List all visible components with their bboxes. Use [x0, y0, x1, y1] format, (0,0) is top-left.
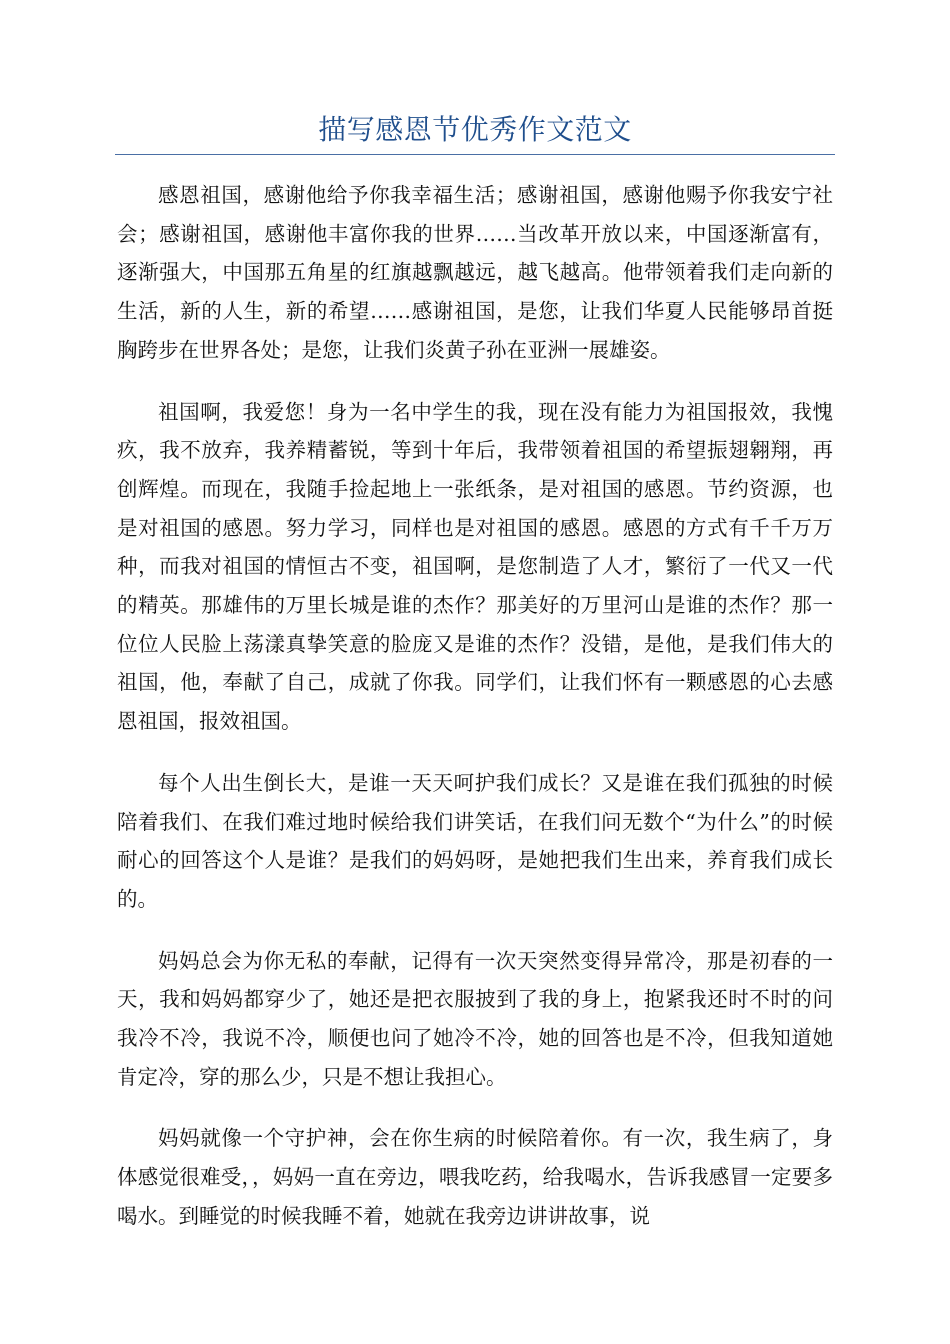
document-title: 描写感恩节优秀作文范文	[318, 113, 632, 146]
paragraph-2: 祖国啊，我爱您！身为一名中学生的我，现在没有能力为祖国报效，我愧疚，我不放弃，我养精蓄锐，等到十年后，我带领着祖国的希望振翅翱翔，再创辉煌。而现在，我随手捡起地上一张纸条，是对祖国的感恩。节约资源，也是对祖国的感恩。努力学习，同样也是对祖国的感恩。感恩的方式有千千万万种，而我对祖国的情恒古不变，祖国啊，是您制造了人才，繁衍了一代又一代的精英。那雄伟的万里长城是谁的杰作？那美好的万里河山是谁的杰作？那一位位人民脸上荡漾真挚笑意的脸庞又是谁的杰作？没错，是他，是我们伟大的祖国，他，奉献了自己，成就了你我。同学们，让我们怀有一颗感恩的心去感恩祖国，报效祖国。	[117, 399, 833, 734]
paragraph-1: 感恩祖国，感谢他给予你我幸福生活；感谢祖国，感谢他赐予你我安宁社会；感谢祖国，感谢他丰富你我的世界……当改革开放以来，中国逐渐富有，逐渐强大，中国那五角星的红旗越飘越远，越飞越高。他带领着我们走向新的生活，新的人生，新的希望……感谢祖国，是您，让我们华夏人民能够昂首挺胸跨步在世界各处；是您，让我们炎黄子孙在亚洲一展雄姿。	[117, 183, 833, 362]
paragraph-4: 妈妈总会为你无私的奉献，记得有一次天突然变得异常冷，那是初春的一天，我和妈妈都穿少了，她还是把衣服披到了我的身上，抱紧我还时不时的问我冷不冷，我说不冷，顺便也问了她冷不冷，她的回答也是不冷，但我知道她肯定冷，穿的那么少，只是不想让我担心。	[117, 948, 833, 1089]
paragraph-5: 妈妈就像一个守护神，会在你生病的时候陪着你。有一次，我生病了，身体感觉很难受，，妈妈一直在旁边，喂我吃药，给我喝水，告诉我感冒一定要多喝水。到睡觉的时候我睡不着，她就在我旁边讲讲故事，说	[117, 1126, 833, 1228]
document-body	[117, 176, 833, 1259]
paragraph-3: 每个人出生倒长大，是谁一天天呵护我们成长？又是谁在我们孤独的时候陪着我们、在我们难过地时候给我们讲笑话，在我们问无数个“为什么”的时候耐心的回答这个人是谁？是我们的妈妈呀，是她把我们生出来，养育我们成长的。	[117, 770, 833, 911]
title-underline	[115, 154, 835, 155]
